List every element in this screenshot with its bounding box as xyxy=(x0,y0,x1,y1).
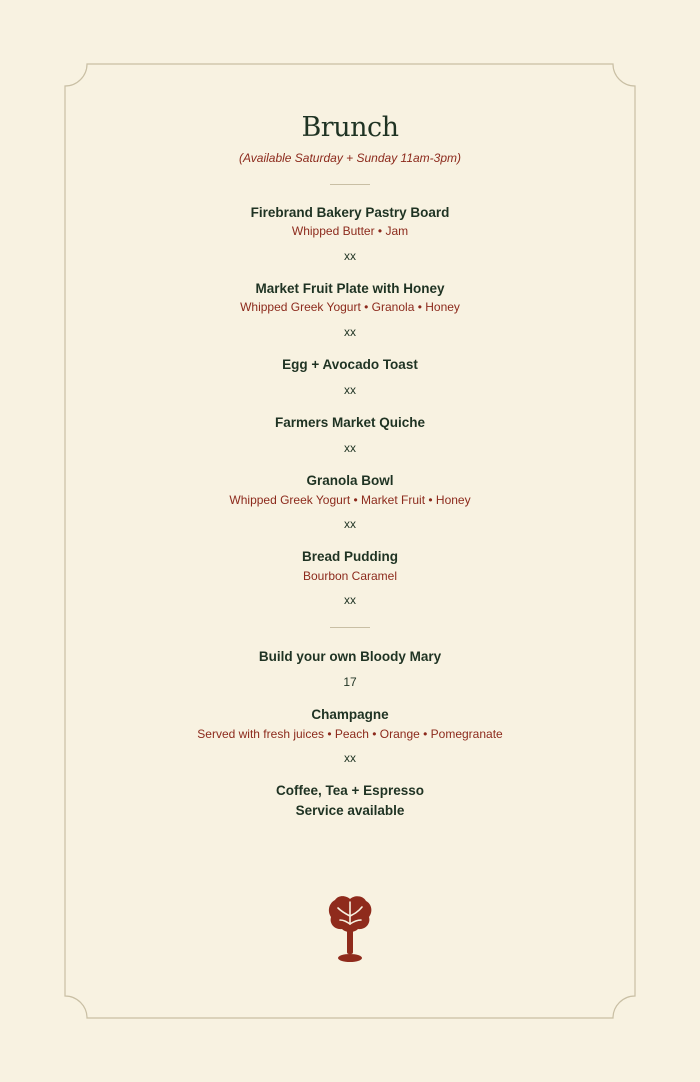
tree-icon xyxy=(327,894,373,964)
item-name: Champagne xyxy=(311,707,389,722)
item-name: Market Fruit Plate with Honey xyxy=(255,281,445,296)
item-name: Granola Bowl xyxy=(306,473,394,488)
service-line: Service available xyxy=(295,803,405,818)
item-price: xx xyxy=(344,441,356,455)
item-price: xx xyxy=(344,383,356,397)
item-description: Bourbon Caramel xyxy=(302,569,398,583)
item-price: xx xyxy=(344,325,356,339)
item-name: Build your own Bloody Mary xyxy=(258,649,442,664)
item-name: Farmers Market Quiche xyxy=(274,415,426,430)
divider xyxy=(330,627,370,628)
item-description: Served with fresh juices • Peach • Orange • Pomegranate xyxy=(197,727,503,741)
item-price: xx xyxy=(344,593,356,607)
divider xyxy=(330,184,370,185)
menu-title: Brunch xyxy=(301,112,399,143)
item-description: Whipped Butter • Jam xyxy=(291,224,409,238)
item-price: xx xyxy=(344,751,356,765)
item-description: Whipped Greek Yogurt • Granola • Honey xyxy=(240,300,460,314)
item-price: xx xyxy=(344,249,356,263)
item-name: Bread Pudding xyxy=(301,549,398,564)
item-price: 17 xyxy=(343,675,357,689)
service-line: Coffee, Tea + Espresso xyxy=(276,783,424,798)
menu-subtitle: (Available Saturday + Sunday 11am-3pm) xyxy=(238,151,461,165)
item-name: Firebrand Bakery Pastry Board xyxy=(250,205,450,220)
item-price: xx xyxy=(344,517,356,531)
item-description: Whipped Greek Yogurt • Market Fruit • Honey xyxy=(229,493,471,507)
item-name: Egg + Avocado Toast xyxy=(282,357,418,372)
